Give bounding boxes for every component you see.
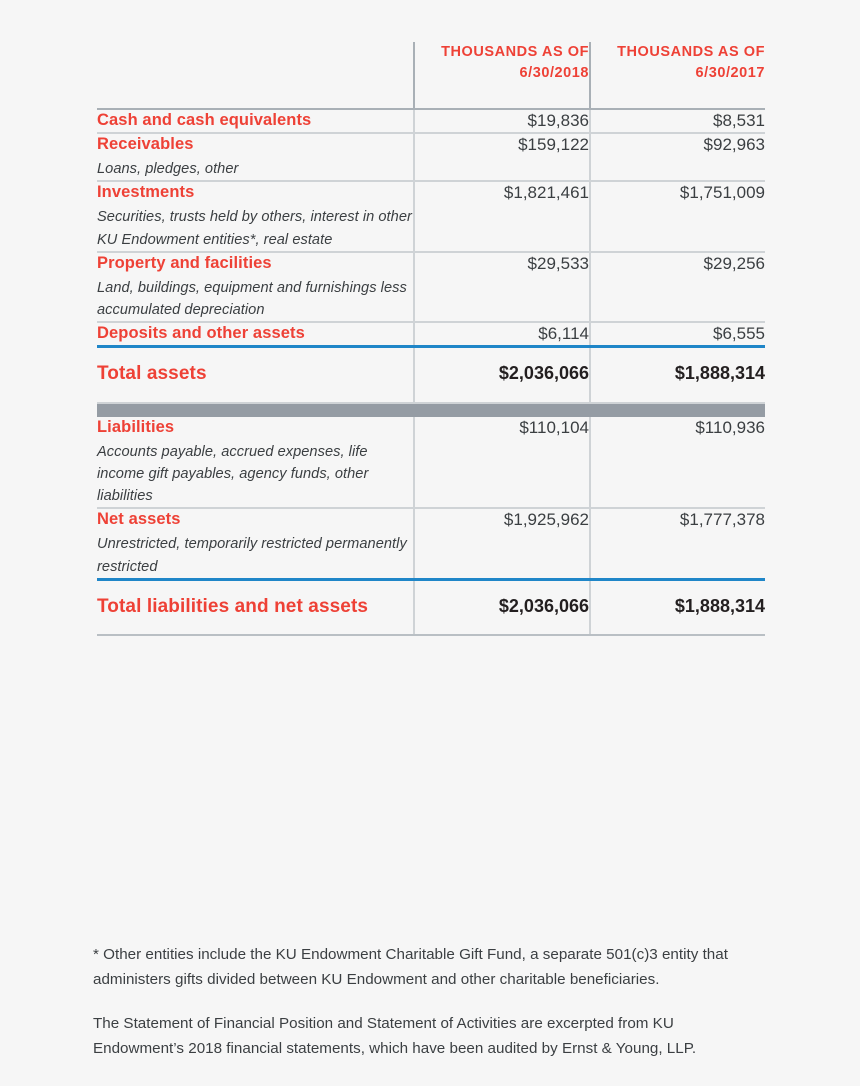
row-label: Net assets [97,510,181,529]
table-header [97,42,765,109]
header-row [97,42,765,109]
row-value-2018: $159,122 [414,133,590,181]
row-value-2018: $19,836 [414,109,590,133]
table-row [97,181,765,251]
table-row [97,508,765,579]
footnotes [93,928,769,1077]
row-label-cell [97,181,414,251]
table-body [97,109,765,635]
row-value-2017: $92,963 [590,133,765,181]
row-label: Property and facilities [97,253,272,272]
row-sublabel: Land, buildings, equipment and furnishings less accumulated depreciation [97,279,407,319]
row-value-2018: $29,533 [414,252,590,322]
header-label-column [97,42,414,109]
row-label: Cash and cash equivalents [97,111,312,129]
row-value-2018: $6,114 [414,322,590,347]
row-value-2017: $110,936 [590,417,765,509]
row-value-2018: $1,925,962 [414,508,590,579]
row-value-2017: $1,888,314 [590,347,765,403]
total-assets-row [97,347,765,403]
row-value-2017: $8,531 [590,109,765,133]
row-label-cell [97,508,414,579]
row-sublabel: Securities, trusts held by others, interest in other KU Endowment entities*, real estate [97,209,412,248]
row-sublabel: Loans, pledges, other [97,161,239,178]
table-row [97,417,765,509]
row-sublabel: Unrestricted, temporarily restricted permanently restricted [97,536,407,575]
footnote-other-entities: * Other entities include the KU Endowment Charitable Gift Fund, a separate 501(c)3 entity that administers gifts divided between KU Endowment and other charitable beneficiaries. [93,946,728,988]
row-label: Total assets [97,363,207,385]
row-label: Total liabilities and net assets [97,595,369,617]
row-sublabel: Accounts payable, accrued expenses, life income gift payables, agency funds, other liabilities [97,443,369,505]
row-label: Receivables [97,135,194,154]
table-row [97,109,765,133]
row-value-2017: $29,256 [590,252,765,322]
row-label-cell [97,109,414,133]
table-row [97,252,765,322]
row-label: Investments [97,183,195,202]
table-row [97,133,765,181]
row-label: Deposits and other assets [97,324,305,343]
row-value-2017: $1,751,009 [590,181,765,251]
statement-of-financial-position-table [97,42,765,636]
total-liabilities-and-net-assets-row [97,579,765,635]
row-label-cell [97,579,414,635]
row-value-2017: $1,888,314 [590,579,765,635]
row-value-2017: $1,777,378 [590,508,765,579]
table-row [97,322,765,347]
header-col-2017: THOUSANDS AS OF 6/30/2017 [590,42,765,109]
row-value-2018: $2,036,066 [414,579,590,635]
row-label-cell [97,133,414,181]
row-label-cell [97,417,414,509]
row-value-2018: $110,104 [414,417,590,509]
gray-band [97,404,765,417]
row-value-2017: $6,555 [590,322,765,347]
row-label-cell [97,322,414,347]
section-separator-row [97,403,765,417]
row-label-cell [97,252,414,322]
footnote-audit-statement: The Statement of Financial Position and Statement of Activities are excerpted from KU Endowment’s 2018 financial statements, which have been audited by Ernst & Young, LLP. [93,1015,697,1058]
row-value-2018: $2,036,066 [414,347,590,403]
row-label-cell [97,347,414,403]
row-value-2018: $1,821,461 [414,181,590,251]
header-col-2018: THOUSANDS AS OF 6/30/2018 [414,42,590,109]
row-label: Liabilities [97,417,175,436]
section-separator-band [97,403,765,417]
